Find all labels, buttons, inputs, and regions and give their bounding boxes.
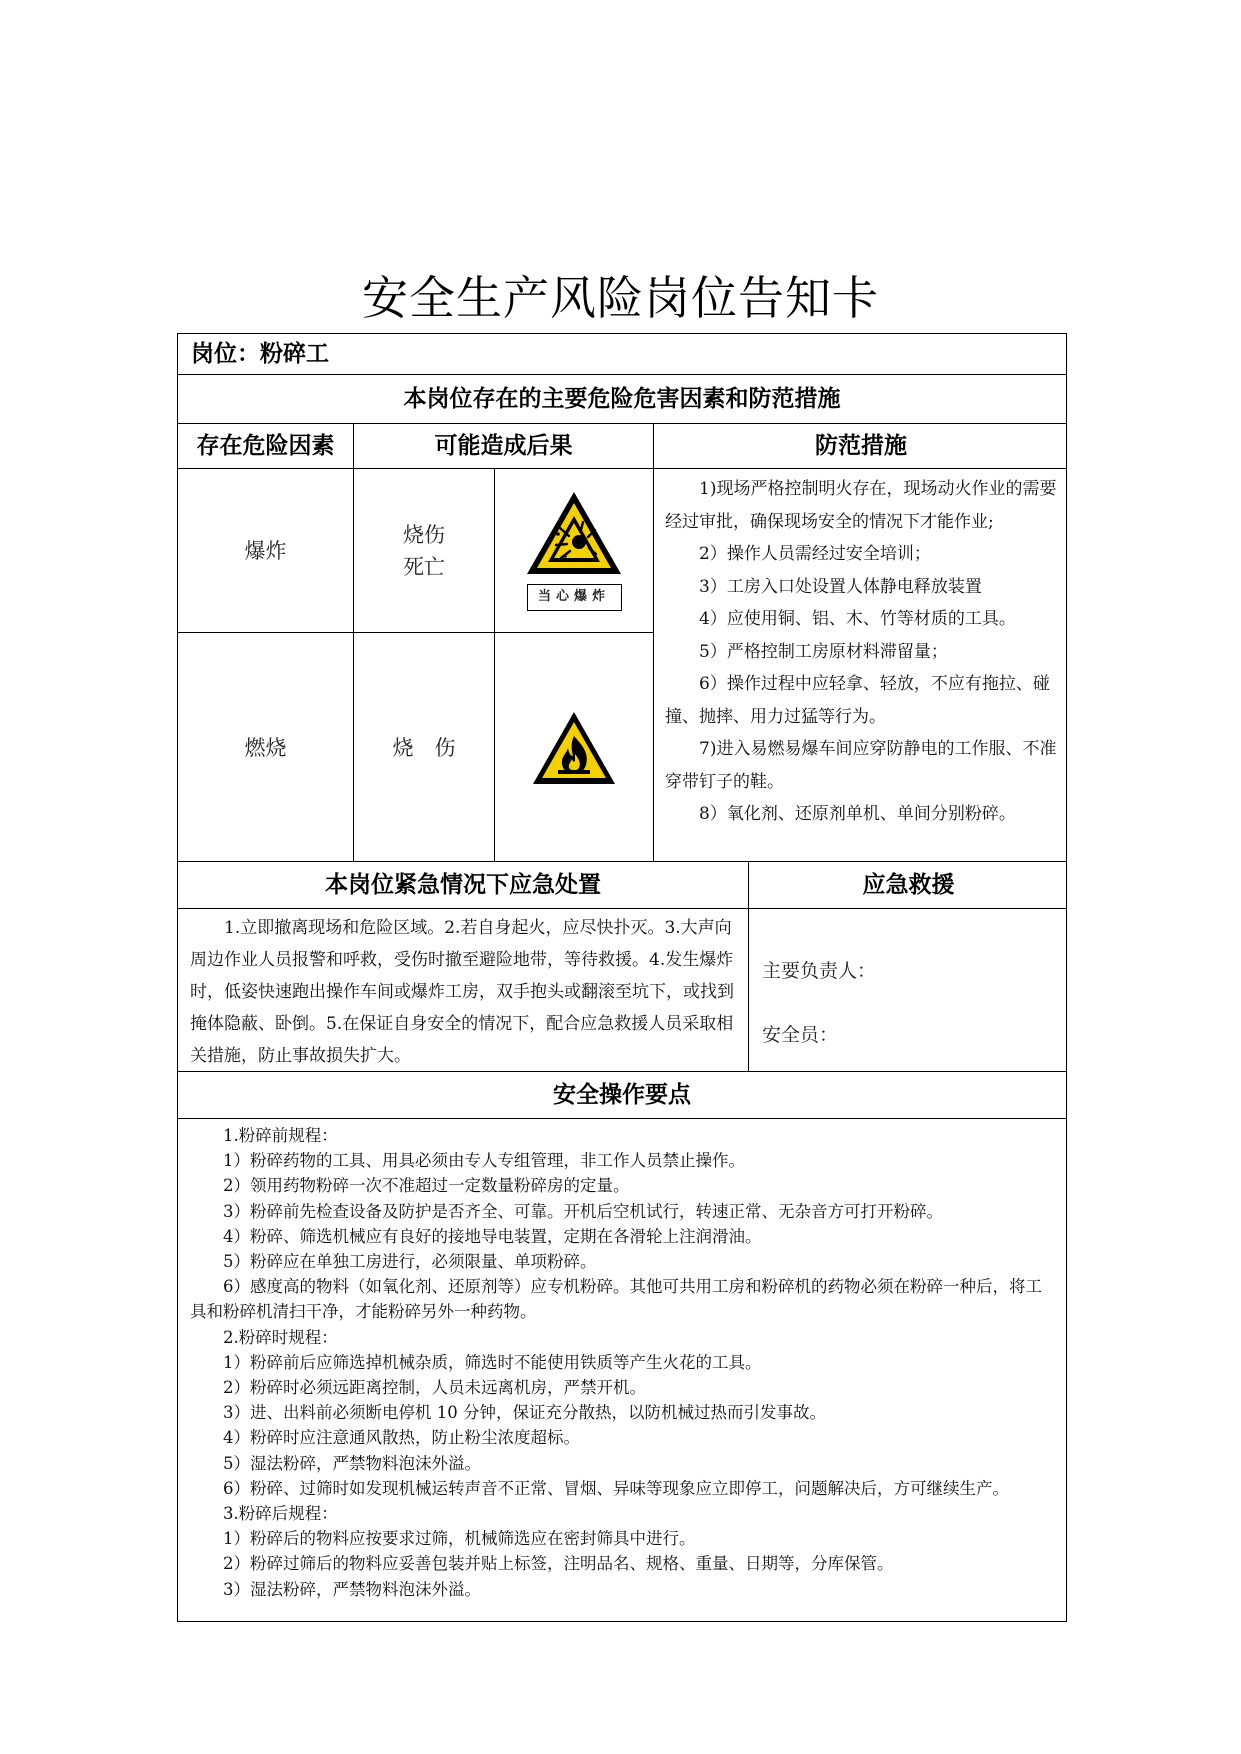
consequence-column: [354, 469, 495, 862]
prevention-measures: [654, 469, 1068, 862]
hazard-section-heading: 本岗位存在的主要危险危害因素和防范措施: [178, 375, 1066, 424]
consequence-explosion: [354, 469, 494, 633]
operation-line: 2）粉碎时必须远距离控制，人员未远离机房，严禁开机。: [223, 1378, 646, 1398]
hazard-factor-explosion: 爆炸: [178, 469, 353, 633]
explosion-warning-icon: [525, 490, 623, 576]
measure-item: 1)现场严格控制明火存在，现场动火作业的需要经过审批，确保现场安全的情况下才能作业;: [665, 479, 1057, 532]
factor-column: [178, 469, 354, 862]
measure-item: 3）工房入口处设置人体静电释放装置: [699, 576, 982, 597]
hazard-column-headers: [178, 424, 1066, 469]
operation-line: 1）粉碎药物的工具、用具必须由专人专组管理，非工作人员禁止操作。: [223, 1151, 745, 1171]
emergency-headers: [178, 862, 1066, 909]
operation-line: 6）感度高的物料（如氧化剂、还原剂等）应专机粉碎。其他可共用工房和粉碎机的药物必须在粉碎一种后，将工具和粉碎机清扫干净，才能粉碎另外一种药物。: [190, 1277, 1042, 1322]
operation-line: 2）粉碎过筛后的物料应妥善包装并贴上标签，注明品名、规格、重量、日期等，分库保管。: [223, 1554, 894, 1574]
column-header-factor: 存在危险因素: [178, 424, 354, 468]
operation-line: 1）粉碎后的物料应按要求过筛，机械筛选应在密封筛具中进行。: [223, 1529, 696, 1549]
operations-list: [178, 1119, 1066, 1621]
safety-officer-label: 安全员：: [762, 1024, 839, 1046]
sign-label-explosion: 当心爆炸: [527, 584, 622, 611]
column-header-measures: 防范措施: [815, 433, 907, 459]
operation-line: 4）粉碎时应注意通风散热，防止粉尘浓度超标。: [223, 1428, 580, 1448]
fire-warning-icon: [531, 710, 617, 786]
measure-item: 7)进入易燃易爆车间应穿防静电的工作服、不准穿带钉子的鞋。: [665, 739, 1057, 792]
emergency-heading: 本岗位紧急情况下应急处置: [178, 862, 749, 908]
operation-line: 3）进、出料前必须断电停机 10 分钟，保证充分散热，以防机械过热而引发事故。: [223, 1403, 826, 1423]
operation-line: 6）粉碎、过筛时如发现机械运转声音不正常、冒烟、异味等现象应立即停工，问题解决后，方可继续生产。: [223, 1478, 1009, 1498]
page-title: 安全生产风险岗位告知卡: [362, 271, 879, 325]
sign-column: [495, 469, 654, 862]
post-name: 岗位：粉碎工: [178, 334, 1066, 375]
measure-item: 2）操作人员需经过安全培训；: [699, 544, 931, 564]
operation-line: 5）粉碎应在单独工房进行，必须限量、单项粉碎。: [223, 1252, 597, 1272]
measure-item: 8）氧化剂、还原剂单机、单间分别粉碎。: [699, 804, 1016, 824]
operation-line: 2.粉碎时规程：: [223, 1327, 338, 1347]
operation-line: 3）湿法粉碎，严禁物料泡沫外溢。: [223, 1579, 481, 1599]
operation-line: 4）粉碎、筛选机械应有良好的接地导电装置，定期在各滑轮上注润滑油。: [223, 1226, 762, 1246]
sign-cell-fire: [495, 633, 653, 862]
responsible-person-label: 主要负责人：: [762, 960, 877, 982]
rescue-contacts: [749, 909, 1068, 1072]
emergency-procedure: 1.立即撤离现场和危险区域。2.若自身起火，应尽快扑灭。3.大声向周边作业人员报警和呼救，受伤时撤至避险地带，等待救援。4.发生爆炸时，低姿快速跑出操作车间或爆炸工房，双手抱头或翻滚至坑下，或找到掩体隐蔽、卧倒。5.在保证自身安全的情况下，配合应急救援人员采取相关措施，防止事故损失扩大。: [178, 909, 749, 1072]
sign-cell-explosion: [495, 469, 653, 633]
operation-line: 3.粉碎后规程：: [223, 1504, 338, 1524]
measure-item: 6）操作过程中应轻拿、轻放，不应有拖拉、碰撞、抛摔、用力过猛等行为。: [665, 674, 1050, 727]
emergency-body: [178, 909, 1066, 1072]
notice-card: [177, 333, 1067, 1622]
column-header-consequence: 可能造成后果: [354, 424, 654, 468]
consequence-burning: 烧 伤: [392, 735, 456, 760]
operation-line: 1）粉碎前后应筛选掉机械杂质，筛选时不能使用铁质等产生火花的工具。: [223, 1352, 762, 1372]
measure-item: 4）应使用铜、铝、木、竹等材质的工具。: [699, 609, 1016, 629]
consequence-line: 烧伤: [403, 522, 445, 547]
hazard-table-body: [178, 469, 1066, 862]
consequence-line: 死亡: [403, 554, 445, 579]
hazard-factor-burning: 燃烧: [244, 735, 287, 760]
operation-line: 2）领用药物粉碎一次不准超过一定数量粉碎房的定量。: [223, 1176, 630, 1196]
operation-line: 3）粉碎前先检查设备及防护是否齐全、可靠。开机后空机试行，转速正常、无杂音方可打开粉碎。: [223, 1201, 943, 1221]
operation-line: 1.粉碎前规程：: [223, 1126, 338, 1145]
rescue-heading: 应急救援: [862, 872, 955, 898]
operation-line: 5）湿法粉碎，严禁物料泡沫外溢。: [223, 1453, 481, 1473]
measure-item: 5）严格控制工房原材料滞留量；: [699, 641, 948, 662]
operations-heading: 安全操作要点: [178, 1072, 1066, 1119]
